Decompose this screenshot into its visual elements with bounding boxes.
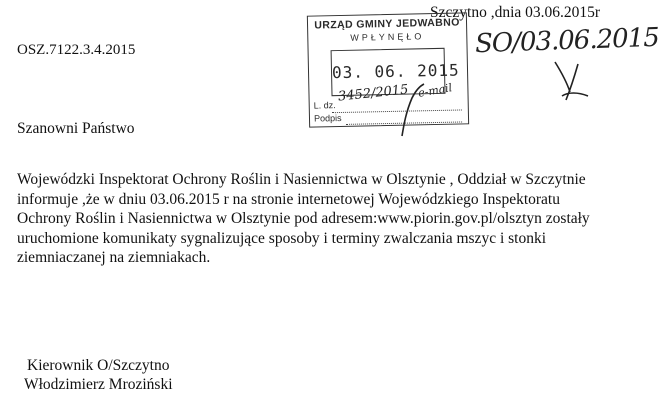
body-line: informuje ,że w dniu 03.06.2015 r na stronie internetowej Wojewódzkiego Inspektoratu: [17, 190, 560, 208]
handwritten-registry-number: 3452/2015: [337, 82, 410, 105]
stamp-podpis-label: Podpis: [313, 112, 342, 124]
signatory-name: Włodzimierz Mroziński: [24, 376, 173, 393]
body-line: Ochrony Roślin i Nasiennictwa w Olsztynie pod adresem:www.piorin.gov.pl/olsztyn zostały: [17, 210, 590, 228]
body-line: Wojewódzki Inspektorat Ochrony Roślin i Nasiennictwa w Olsztynie , Oddział w Szczytnie: [17, 171, 586, 188]
reference-number: OSZ.7122.3.4.2015: [17, 42, 136, 58]
place-and-date: Szczytno ,dnia 03.06.2015r: [430, 4, 601, 21]
body-line: ziemniaczanej na ziemniakach.: [17, 249, 211, 267]
body-line: uruchomione komunikaty sygnalizujące sposoby i terminy zwalczania mszyc i stonki: [17, 229, 547, 247]
stamp-title: URZĄD GMINY JEDWABNO: [314, 16, 460, 32]
stamp-date: 03. 06. 2015: [331, 60, 460, 83]
handwritten-note: e-mail: [417, 81, 454, 100]
handwritten-annotation: SO/03.06.2015: [474, 22, 659, 60]
signature-block: [24, 356, 173, 394]
signatory-title: Kierownik O/Szczytno: [27, 357, 170, 374]
stamp-ld-label: L. dz.: [313, 100, 336, 111]
letter-body: [17, 170, 617, 268]
salutation: Szanowni Państwo: [17, 120, 135, 137]
stamp-subtitle: WPŁYNĘŁO: [350, 31, 425, 43]
